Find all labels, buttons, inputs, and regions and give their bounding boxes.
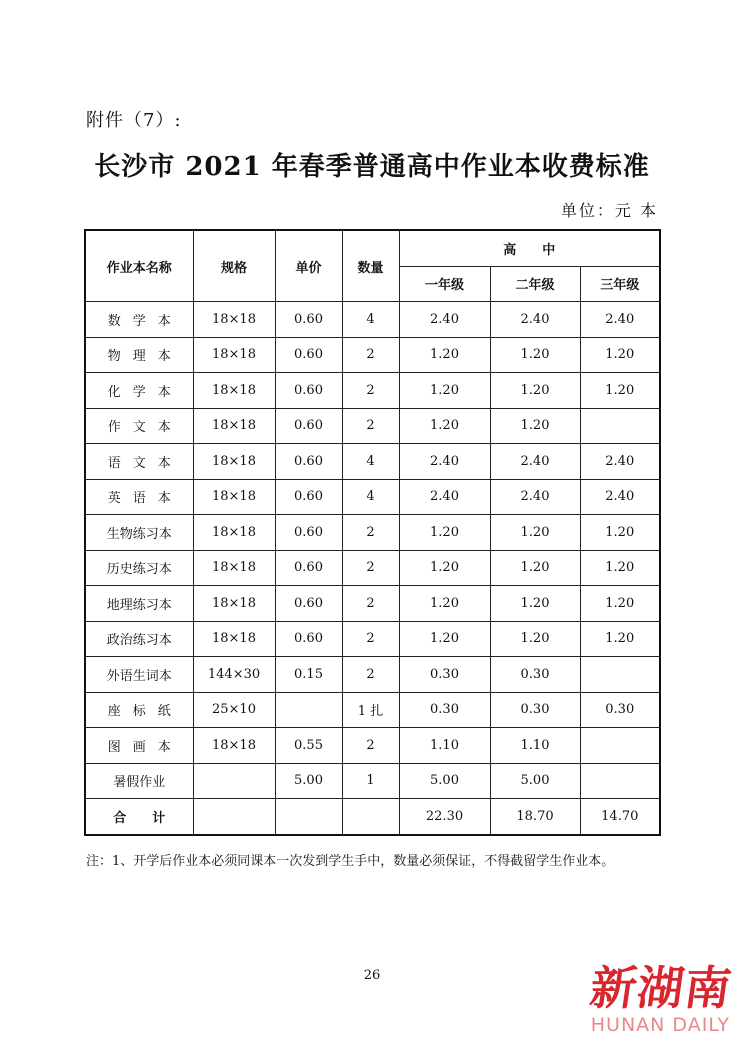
table-row — [85, 479, 660, 515]
total-qty — [342, 799, 399, 835]
table-row — [85, 515, 660, 551]
footnote: 注：1、开学后作业本必须同课本一次发到学生手中，数量必须保证，不得截留学生作业本。 — [86, 854, 615, 869]
row-name: 语文本 — [85, 444, 193, 480]
row-qty: 4 — [342, 479, 399, 515]
row-qty: 2 — [342, 586, 399, 622]
row-spec: 18×18 — [193, 444, 275, 480]
row-name: 作文本 — [85, 408, 193, 444]
table-row — [85, 586, 660, 622]
row-price: 5.00 — [275, 763, 342, 799]
row-spec: 18×18 — [193, 408, 275, 444]
fee-table — [84, 229, 661, 836]
row-grade-1: 2.40 — [399, 302, 490, 338]
total-price — [275, 799, 342, 835]
row-grade-2: 1.10 — [490, 728, 580, 764]
row-grade-2: 1.20 — [490, 621, 580, 657]
row-grade-1: 2.40 — [399, 479, 490, 515]
row-qty: 1 — [342, 763, 399, 799]
row-grade-2: 0.30 — [490, 692, 580, 728]
row-grade-1: 1.10 — [399, 728, 490, 764]
row-grade-3 — [580, 657, 660, 693]
row-qty: 2 — [342, 550, 399, 586]
unit-label: 单位：元 本 — [560, 201, 658, 220]
row-grade-2: 5.00 — [490, 763, 580, 799]
total-spec — [193, 799, 275, 835]
row-grade-1: 1.20 — [399, 373, 490, 409]
row-price: 0.60 — [275, 479, 342, 515]
row-price: 0.60 — [275, 621, 342, 657]
row-price: 0.60 — [275, 302, 342, 338]
row-grade-1: 0.30 — [399, 692, 490, 728]
header-high-school: 高 中 — [399, 230, 660, 266]
row-spec: 18×18 — [193, 337, 275, 373]
header-grade-2: 二年级 — [490, 266, 580, 302]
table-row — [85, 621, 660, 657]
row-price: 0.15 — [275, 657, 342, 693]
attachment-label: 附件（7）: — [86, 110, 182, 131]
row-name: 暑假作业 — [85, 763, 193, 799]
row-grade-2: 0.30 — [490, 657, 580, 693]
row-grade-3: 1.20 — [580, 550, 660, 586]
row-grade-3: 1.20 — [580, 621, 660, 657]
header-name: 作业本名称 — [85, 230, 193, 302]
row-grade-2: 1.20 — [490, 586, 580, 622]
row-price: 0.60 — [275, 408, 342, 444]
row-qty: 2 — [342, 728, 399, 764]
row-name: 化学本 — [85, 373, 193, 409]
table-row — [85, 728, 660, 764]
row-grade-2: 1.20 — [490, 337, 580, 373]
row-grade-3: 1.20 — [580, 586, 660, 622]
row-qty: 2 — [342, 373, 399, 409]
table-row — [85, 550, 660, 586]
total-grade-2: 18.70 — [490, 799, 580, 835]
row-name: 生物练习本 — [85, 515, 193, 551]
row-grade-3: 0.30 — [580, 692, 660, 728]
total-label: 合 计 — [85, 799, 193, 835]
row-name: 地理练习本 — [85, 586, 193, 622]
row-grade-2: 1.20 — [490, 515, 580, 551]
row-name: 座标纸 — [85, 692, 193, 728]
row-grade-3: 1.20 — [580, 337, 660, 373]
header-grade-1: 一年级 — [399, 266, 490, 302]
fee-table-body — [85, 302, 660, 799]
row-grade-2: 2.40 — [490, 444, 580, 480]
table-row — [85, 763, 660, 799]
watermark-en: HUNAN DAILY — [590, 1014, 730, 1036]
total-grade-3: 14.70 — [580, 799, 660, 835]
row-price: 0.60 — [275, 337, 342, 373]
row-grade-1: 1.20 — [399, 586, 490, 622]
row-qty: 2 — [342, 515, 399, 551]
row-qty: 2 — [342, 621, 399, 657]
row-qty: 2 — [342, 657, 399, 693]
row-price: 0.60 — [275, 373, 342, 409]
row-grade-3: 1.20 — [580, 373, 660, 409]
row-price: 0.60 — [275, 444, 342, 480]
header-grade-3: 三年级 — [580, 266, 660, 302]
row-grade-2: 2.40 — [490, 479, 580, 515]
row-grade-1: 1.20 — [399, 550, 490, 586]
row-grade-2: 2.40 — [490, 302, 580, 338]
row-qty: 2 — [342, 337, 399, 373]
row-spec: 18×18 — [193, 515, 275, 551]
header-qty: 数量 — [342, 230, 399, 302]
row-grade-1: 2.40 — [399, 444, 490, 480]
row-grade-1: 0.30 — [399, 657, 490, 693]
row-grade-2: 1.20 — [490, 373, 580, 409]
row-price: 0.60 — [275, 515, 342, 551]
row-spec: 18×18 — [193, 550, 275, 586]
row-grade-3: 2.40 — [580, 302, 660, 338]
row-spec: 18×18 — [193, 479, 275, 515]
row-name: 外语生词本 — [85, 657, 193, 693]
row-grade-2: 1.20 — [490, 408, 580, 444]
row-spec: 18×18 — [193, 621, 275, 657]
table-row — [85, 408, 660, 444]
row-spec: 25×10 — [193, 692, 275, 728]
table-row — [85, 337, 660, 373]
row-qty: 2 — [342, 408, 399, 444]
hunan-daily-watermark — [554, 952, 736, 1048]
row-grade-3 — [580, 763, 660, 799]
row-spec: 18×18 — [193, 728, 275, 764]
row-grade-3: 2.40 — [580, 479, 660, 515]
row-grade-1: 1.20 — [399, 408, 490, 444]
row-name: 物理本 — [85, 337, 193, 373]
row-grade-1: 5.00 — [399, 763, 490, 799]
row-price: 0.60 — [275, 550, 342, 586]
row-name: 图画本 — [85, 728, 193, 764]
table-row — [85, 692, 660, 728]
row-name: 历史练习本 — [85, 550, 193, 586]
row-spec: 18×18 — [193, 302, 275, 338]
table-row — [85, 373, 660, 409]
row-spec — [193, 763, 275, 799]
row-grade-1: 1.20 — [399, 515, 490, 551]
table-row — [85, 302, 660, 338]
row-grade-2: 1.20 — [490, 550, 580, 586]
page-number: 26 — [363, 968, 381, 983]
total-row — [85, 799, 660, 835]
total-grade-1: 22.30 — [399, 799, 490, 835]
row-grade-1: 1.20 — [399, 621, 490, 657]
row-grade-3: 1.20 — [580, 515, 660, 551]
header-spec: 规格 — [193, 230, 275, 302]
row-qty: 4 — [342, 444, 399, 480]
row-qty: 4 — [342, 302, 399, 338]
table-row — [85, 444, 660, 480]
row-grade-3: 2.40 — [580, 444, 660, 480]
table-row — [85, 657, 660, 693]
row-name: 英语本 — [85, 479, 193, 515]
row-price — [275, 692, 342, 728]
row-spec: 144×30 — [193, 657, 275, 693]
row-price: 0.55 — [275, 728, 342, 764]
row-spec: 18×18 — [193, 586, 275, 622]
row-name: 数学本 — [85, 302, 193, 338]
row-grade-3 — [580, 408, 660, 444]
page-title: 长沙市 2021 年春季普通高中作业本收费标准 — [94, 152, 650, 182]
row-price: 0.60 — [275, 586, 342, 622]
watermark-cn: 新湖南 — [586, 961, 736, 1015]
row-grade-1: 1.20 — [399, 337, 490, 373]
row-qty: 1 扎 — [342, 692, 399, 728]
header-price: 单价 — [275, 230, 342, 302]
row-name: 政治练习本 — [85, 621, 193, 657]
row-grade-3 — [580, 728, 660, 764]
row-spec: 18×18 — [193, 373, 275, 409]
